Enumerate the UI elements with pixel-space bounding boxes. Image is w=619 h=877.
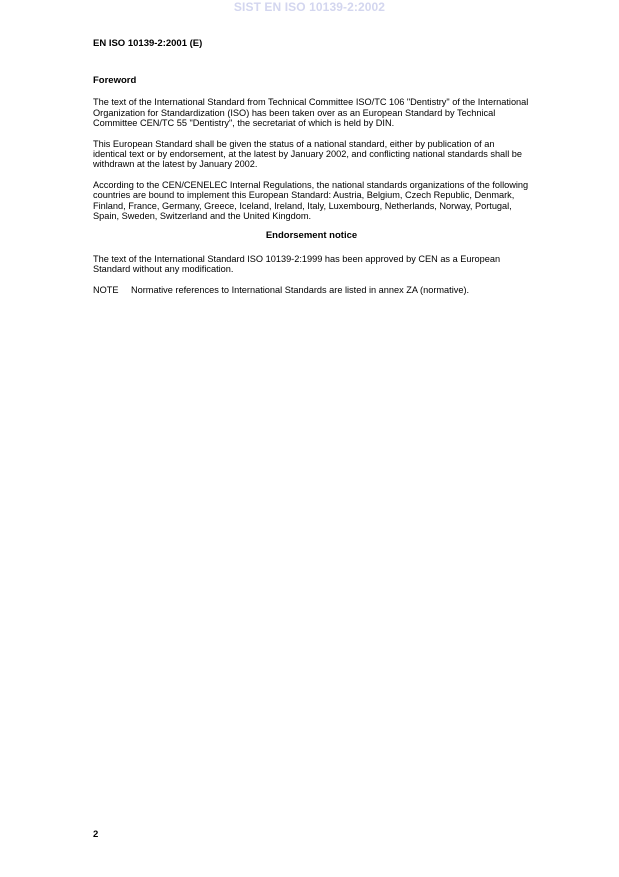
page-content [93, 76, 530, 305]
endorsement-title: Endorsement notice [265, 230, 358, 242]
note-text: Normative references to International Standards are listed in annex ZA (normative). [131, 284, 470, 295]
watermark: SIST EN ISO 10139-2:2002 [233, 0, 386, 14]
foreword-title: Foreword [93, 75, 137, 86]
endorsement-paragraph: The text of the International Standard ISO 10139-2:1999 has been approved by CEN as a European Standard without any modification. [93, 253, 501, 275]
document-id: EN ISO 10139-2:2001 (E) [93, 38, 203, 49]
note [93, 285, 530, 295]
note-label: NOTE [93, 284, 119, 295]
foreword-paragraph-2: This European Standard shall be given the status of a national standard, either by publication of an identical text or by endorsement, at the latest by January 2002, and conflicting national standards shall be withdrawn at the latest by January 2002. [93, 138, 523, 170]
foreword-paragraph-3: According to the CEN/CENELEC Internal Regulations, the national standards organizations of the following countries are bound to implement this European Standard: Austria, Belgium, Czech Republic, Denmark, Finland, France, Germany, Greece, Iceland, Ireland, Italy, Luxembourg, Netherlands, Norway, Portugal, Spain, Sweden, Switzerland and the United Kingdom. [93, 179, 529, 222]
page-number: 2 [93, 829, 99, 840]
foreword-paragraph-1: The text of the International Standard from Technical Committee ISO/TC 106 "Dentistry" of the International Organization for Standardization (ISO) has been taken over as an European Standard by Technical Committee CEN/TC 55 "Dentistry", the secretariat of which is held by DIN. [93, 97, 529, 129]
